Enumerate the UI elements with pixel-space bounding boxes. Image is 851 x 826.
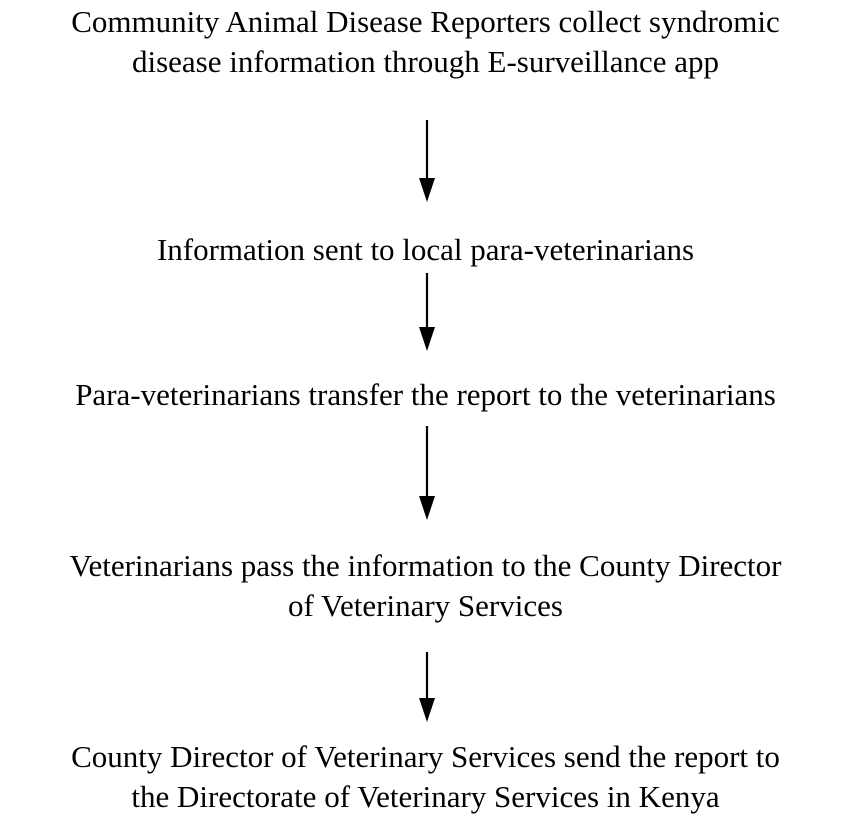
down-arrow-icon: [415, 426, 439, 520]
step-2-line-1: Information sent to local para-veterinarians: [156, 232, 695, 267]
step-4-line-1: Veterinarians pass the information to the County Director: [69, 548, 782, 583]
step-5-line-1: County Director of Veterinary Services send the report to: [71, 739, 780, 774]
flow-step-cadr-collect: [0, 2, 851, 82]
step-1-line-2: disease information through E-surveillance app: [131, 44, 720, 79]
step-5-line-2: the Directorate of Veterinary Services in Kenya: [131, 779, 720, 814]
step-4-line-2: of Veterinary Services: [288, 588, 563, 623]
step-3-line-1: Para-veterinarians transfer the report to the veterinarians: [75, 377, 776, 412]
down-arrow-icon: [415, 120, 439, 202]
down-arrow-icon: [415, 273, 439, 351]
flow-step-transfer-to-vets: [0, 375, 851, 415]
flow-step-directorate: [0, 737, 851, 817]
down-arrow-icon: [415, 652, 439, 722]
flow-step-county-director: [0, 546, 851, 626]
flow-step-para-vets: [0, 230, 851, 270]
step-1-line-1: Community Animal Disease Reporters collect syndromic: [71, 4, 780, 39]
